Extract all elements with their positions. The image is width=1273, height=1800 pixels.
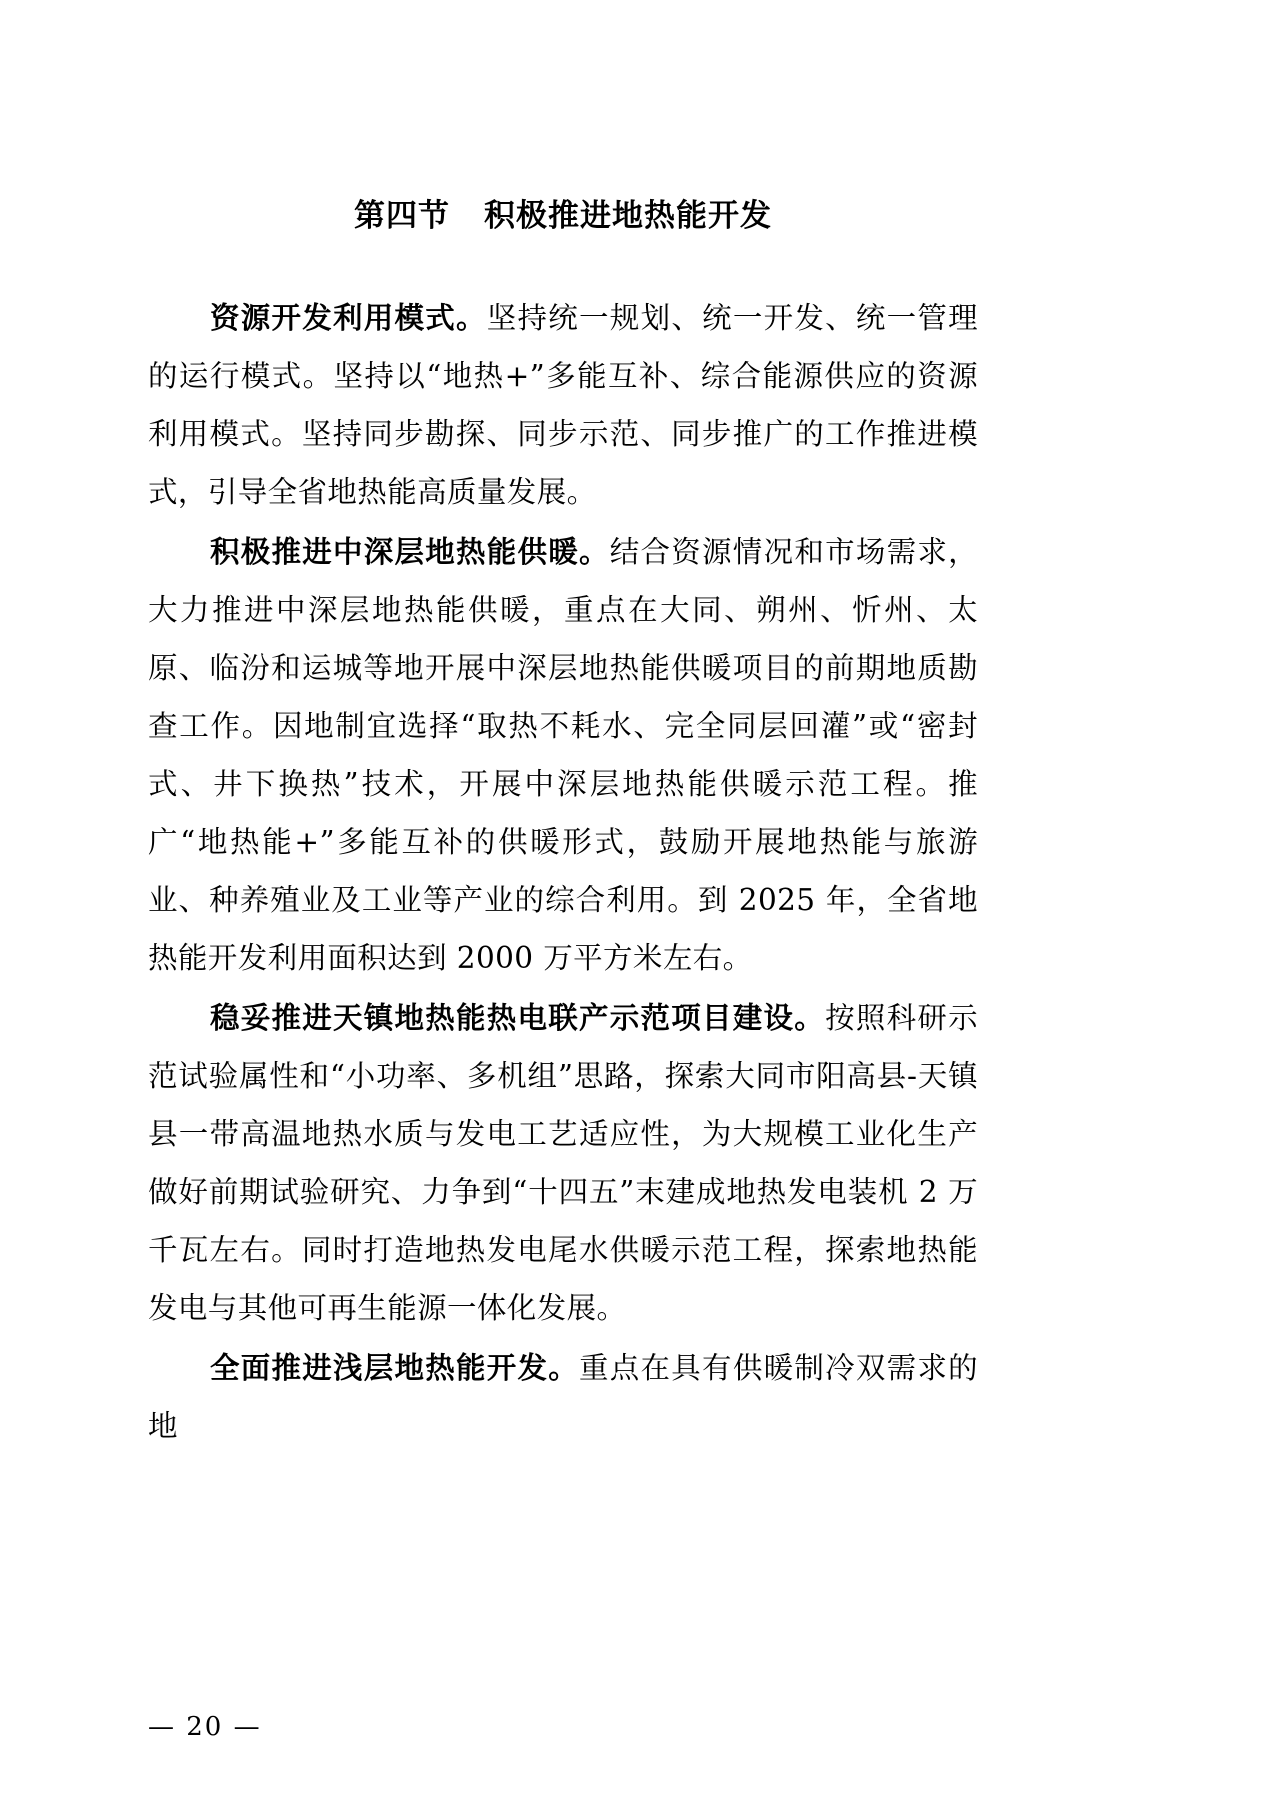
page-content (148, 190, 978, 1457)
paragraph (148, 989, 978, 1337)
section-number: 第四节 (354, 198, 450, 234)
paragraph-lead: 稳妥推进天镇地热能热电联产示范项目建设。 (210, 1000, 826, 1035)
paragraph-body: 结合资源情况和市场需求，大力推进中深层地热能供暖，重点在大同、朔州、忻州、太原、临汾和运城等地开展中深层地热能供暖项目的前期地质勘查工作。因地制宜选择“取热不耗水、完全同层回灌”或“密封式、井下换热”技术，开展中深层地热能供暖示范工程。推广“地热能+”多能互补的供暖形式，鼓励开展地热能与旅游业、种养殖业及工业等产业的综合利用。到 2025 年，全省地热能开发利用面积达到 2000 万平方米左右。 (148, 535, 978, 975)
paragraph-body: 按照科研示范试验属性和“小功率、多机组”思路，探索大同市阳高县-天镇县一带高温地热水质与发电工艺适应性，为大规模工业化生产做好前期试验研究、力争到“十四五”末建成地热发电装机 2 万千瓦左右。同时打造地热发电尾水供暖示范工程，探索地热能发电与其他可再生能源一体化发展。 (148, 1001, 978, 1325)
section-title-text: 积极推进地热能开发 (484, 198, 772, 234)
page-number: — 20 — (148, 1712, 262, 1742)
paragraph-lead: 资源开发利用模式。 (210, 300, 487, 335)
paragraph-body: 坚持统一规划、统一开发、统一管理的运行模式。坚持以“地热+”多能互补、综合能源供应的资源利用模式。坚持同步勘探、同步示范、同步推广的工作推进模式，引导全省地热能高质量发展。 (148, 301, 978, 509)
paragraph (148, 1339, 978, 1455)
section-heading (148, 190, 978, 235)
paragraph-lead: 全面推进浅层地热能开发。 (210, 1350, 580, 1385)
paragraph-lead: 积极推进中深层地热能供暖。 (210, 534, 610, 569)
paragraph (148, 523, 978, 987)
paragraph-body: 重点在具有供暖制冷双需求的地 (148, 1351, 978, 1443)
paragraph (148, 289, 978, 521)
